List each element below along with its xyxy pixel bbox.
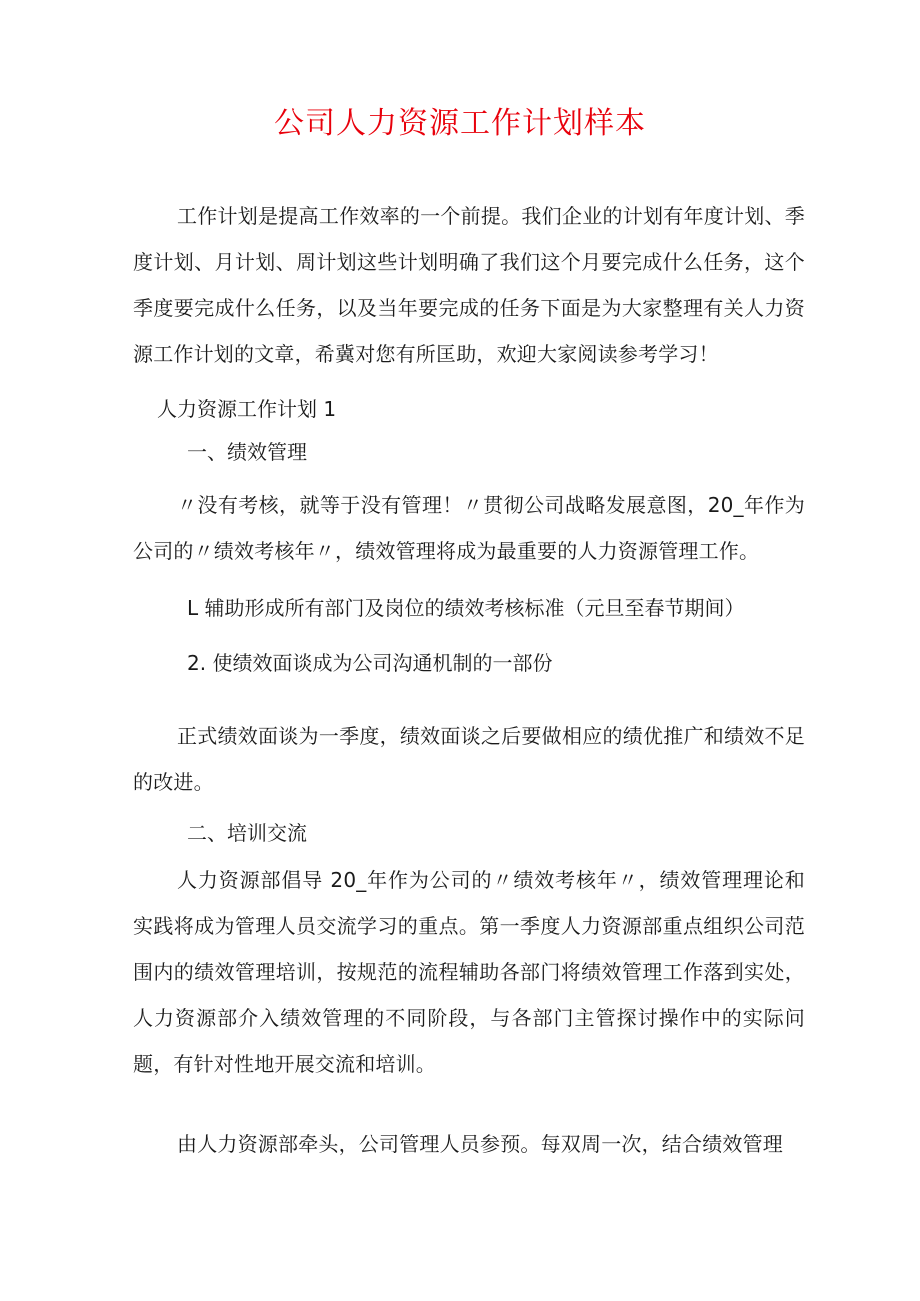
training-paragraph-2: 由人力资源部牵头，公司管理人员参预。每双周一次，结合绩效管理 xyxy=(177,1132,783,1156)
section-heading-training: 二、培训交流 xyxy=(187,821,307,845)
intro-paragraph: 工作计划是提高工作效率的一个前提。我们企业的计划有年度计划、季度计划、月计划、周计划这些计划明确了我们这个月要完成什么任务，这个季度要完成什么任务，以及当年要完成的任务下面是为大家整理有关人力资源工作计划的文章，希冀对您有所匡助，欢迎大家阅读参考学习！ xyxy=(133,204,805,366)
training-paragraph: 人力资源部倡导 20_年作为公司的〃绩效考核年〃，绩效管理理论和实践将成为管理人员交流学习的重点。第一季度人力资源部重点组织公司范围内的绩效管理培训，按规范的流程辅助各部门将绩效管理工作落到实处，人力资源部介入绩效管理的不同阶段，与各部门主管探讨操作中的实际问题，有针对性地开展交流和培训。 xyxy=(133,868,805,1076)
list-item-1: L 辅助形成所有部门及岗位的绩效考核标准（元旦至春节期间） xyxy=(187,596,745,620)
list-item-2: 2. 使绩效面谈成为公司沟通机制的一部份 xyxy=(187,651,553,675)
interview-paragraph: 正式绩效面谈为一季度，绩效面谈之后要做相应的绩优推广和绩效不足的改进。 xyxy=(133,724,805,794)
plan-heading: 人力资源工作计划 1 xyxy=(157,397,337,421)
section-heading-performance: 一、绩效管理 xyxy=(187,440,307,464)
performance-paragraph: 〃没有考核，就等于没有管理！〃贯彻公司战略发展意图，20_年作为公司的〃绩效考核年〃，绩效管理将成为最重要的人力资源管理工作。 xyxy=(133,493,805,563)
document-title: 公司人力资源工作计划样本 xyxy=(274,106,646,141)
